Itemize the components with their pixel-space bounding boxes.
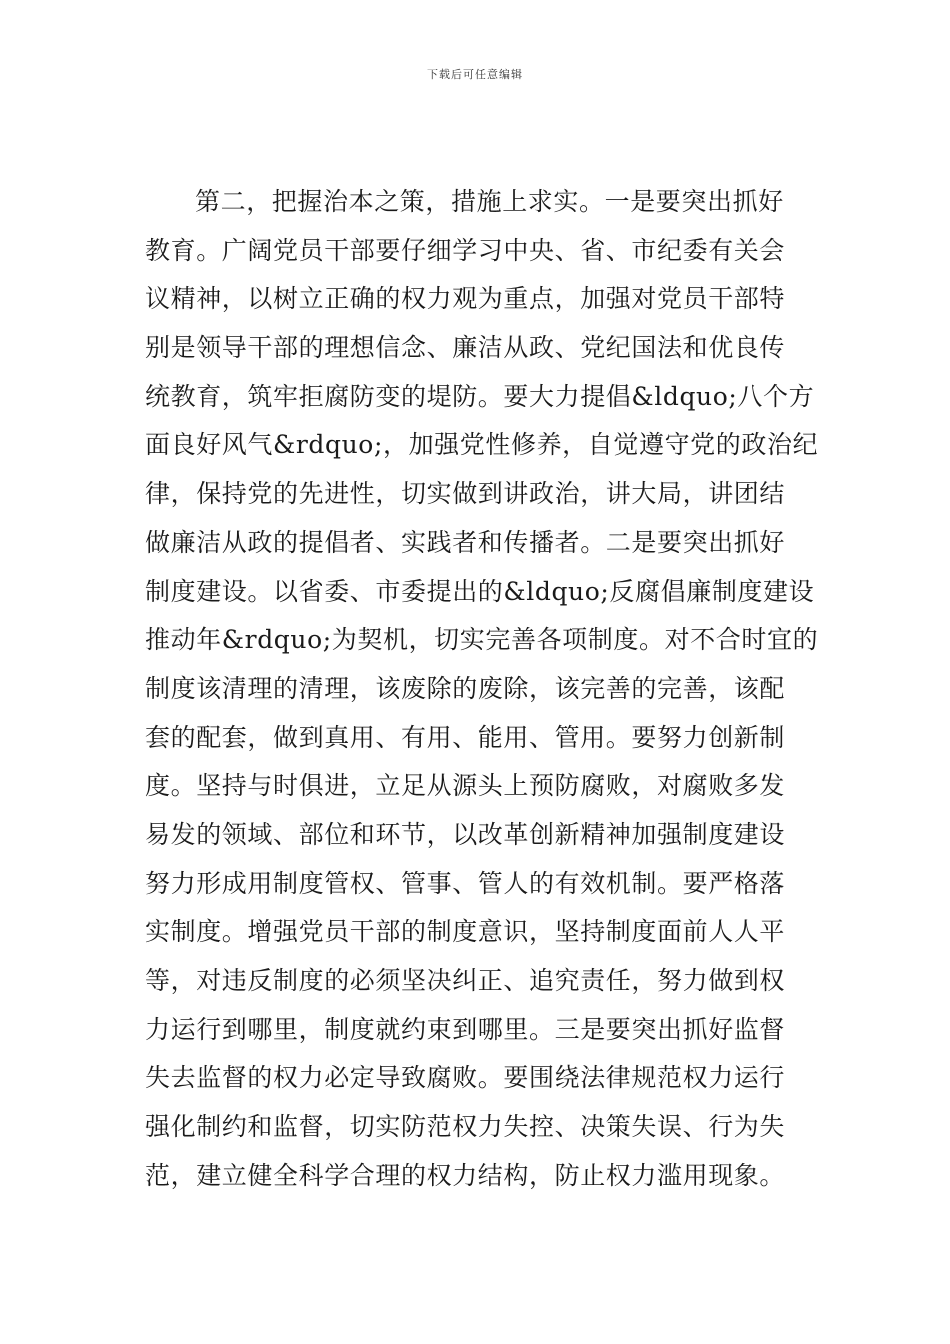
paragraph-line: 做廉洁从政的提倡者、实践者和传播者。二是要突出抓好 (145, 527, 786, 557)
paragraph-line: 强化制约和监督，切实防范权力失控、决策失误、行为失 (145, 1112, 786, 1142)
paragraph-line: 议精神，以树立正确的权力观为重点，加强对党员干部特 (145, 284, 786, 314)
paragraph-line: 力运行到哪里，制度就约束到哪里。三是要突出抓好监督 (145, 1014, 786, 1044)
document-body (145, 178, 819, 1200)
paragraph-line: 易发的领域、部位和环节，以改革创新精神加强制度建设 (145, 819, 786, 849)
paragraph-line: 套的配套，做到真用、有用、能用、管用。要努力创新制 (145, 722, 786, 752)
paragraph-line: 实制度。增强党员干部的制度意识，坚持制度面前人人平 (145, 917, 786, 947)
paragraph-line: 等，对违反制度的必须坚决纠正、追究责任，努力做到权 (145, 966, 786, 995)
paragraph-line: 统教育，筑牢拒腐防变的堤防。要大力提倡&ldquo;八个方 (145, 381, 815, 411)
paragraph-line: 教育。广阔党员干部要仔细学习中央、省、市纪委有关会 (145, 235, 786, 265)
paragraph-line: 面良好风气&rdquo;，加强党性修养，自觉遵守党的政治纪 (145, 430, 819, 460)
page-header: 下载后可任意编辑 (427, 68, 523, 81)
paragraph-line: 失去监督的权力必定导致腐败。要围绕法律规范权力运行 (145, 1063, 786, 1093)
paragraph-line: 第二，把握治本之策，措施上求实。一是要突出抓好 (195, 187, 784, 216)
paragraph-line: 努力形成用制度管权、管事、管人的有效机制。要严格落 (145, 868, 786, 898)
paragraph-line: 别是领导干部的理想信念、廉洁从政、党纪国法和优良传 (145, 333, 786, 363)
paragraph-line: 制度该清理的清理，该废除的废除，该完善的完善，该配 (145, 673, 786, 703)
paragraph-line: 推动年&rdquo;为契机，切实完善各项制度。对不合时宜的 (145, 625, 819, 655)
paragraph-line: 律，保持党的先进性，切实做到讲政治，讲大局，讲团结 (145, 479, 786, 509)
paragraph-line: 度。坚持与时俱进，立足从源头上预防腐败，对腐败多发 (145, 771, 786, 801)
paragraph-line: 范，建立健全科学合理的权力结构，防止权力滥用现象。 (145, 1160, 786, 1190)
paragraph-line: 制度建设。以省委、市委提出的&ldquo;反腐倡廉制度建设 (145, 576, 815, 606)
